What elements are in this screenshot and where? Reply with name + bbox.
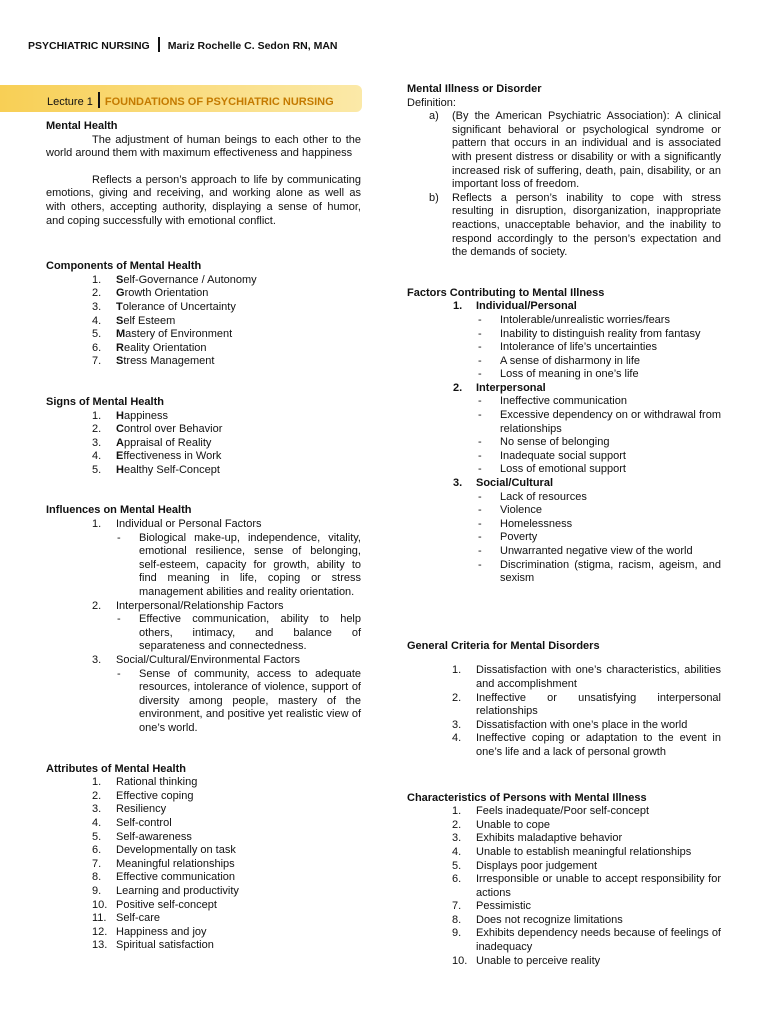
item-number: 1. [92,409,102,422]
item-number: 7. [92,355,102,368]
item-text: ealthy Self-Concept [123,463,220,476]
item-marker: b) [429,191,439,204]
acronym-letter: C [116,423,124,436]
list-item [46,844,361,858]
list-item [46,423,361,437]
item-text: appiness [123,409,168,422]
acronym-letter: T [116,300,123,313]
item-text: Ineffective or unsatisfying interpersonal relationships [476,691,721,718]
list-item [46,776,361,790]
lecture-heading [47,92,334,110]
item-text: Ineffective coping or adaptation to the event in one’s life and a lack of personal growth [476,732,721,758]
list-item [46,450,361,464]
list-item [46,287,361,301]
list-item [407,692,721,719]
item-number: 1. [92,518,102,531]
list-item [407,914,721,928]
attributes-list [46,776,361,953]
sub-item: - Effective communication, ability to help others, intimacy, and balance of separateness and connectedness. [46,613,361,654]
list-item [46,858,361,872]
factor-item: - Intolerance of life’s uncertainties [407,341,721,355]
factor-item: - Lack of resources [407,491,721,505]
list-item [46,899,361,913]
item-number: 7. [452,900,462,913]
signs-section [46,396,361,478]
item-number: 1. [452,664,462,677]
factor-item: - No sense of belonging [407,436,721,450]
item-text: Exhibits dependency needs because of feelings of inadequacy [476,927,721,954]
acronym-letter: A [116,436,124,449]
section-heading: General Criteria for Mental Disorders [407,639,600,652]
factor-item: - Discrimination (stigma, racism, ageism, and sexism [407,559,721,586]
definition-list [407,110,721,260]
factor-group-label: Individual/Personal [476,300,577,313]
item-text: Effective communication [116,871,236,884]
item-number: 3. [452,832,462,845]
characteristics-list [407,805,721,968]
list-item [46,464,361,478]
item-text: Unable to establish meaningful relationships [476,845,692,858]
list-item [46,790,361,804]
lecture-label: Lecture 1 [47,96,93,108]
definition-item [407,110,721,192]
item-number: 5. [92,463,102,476]
factor-item: - Loss of meaning in one’s life [407,368,721,382]
section-heading: Mental Health [46,120,118,132]
acronym-letter: H [116,463,124,476]
acronym-letter: R [116,341,124,354]
item-text: Self-care [116,912,161,925]
item-number: 1. [92,776,102,789]
section-heading: Influences on Mental Health [46,504,192,517]
factor-items [407,314,721,382]
sub-list [46,532,361,600]
item-text: Spiritual satisfaction [116,939,214,952]
item-number: 9. [452,927,462,940]
item-text: olerance of Uncertainty [122,300,236,313]
item-number: 6. [92,341,102,354]
factors-list [407,300,721,585]
item-text: ffectiveness in Work [123,450,222,463]
item-label: Interpersonal/Relationship Factors [116,599,284,612]
list-item [407,664,721,691]
factor-group-heading [407,382,721,396]
item-number: 2. [92,599,102,612]
item-number: 10. [92,898,108,911]
item-number: 13. [92,939,108,952]
mental-illness-section [407,83,721,260]
factor-item: - Inadequate social support [407,450,721,464]
item-text: tress Management [123,355,215,368]
item-number: 2. [92,423,102,436]
factor-item: - A sense of disharmony in life [407,355,721,369]
item-text: Learning and productivity [116,884,239,897]
right-column [407,83,721,968]
list-item [407,732,721,759]
factor-items [407,395,721,477]
characteristics-section [407,792,721,969]
item-number: 7. [92,857,102,870]
definition-label: Definition: [407,96,456,109]
section-heading: Components of Mental Health [46,260,202,273]
header-divider [158,37,160,52]
item-text: Does not recognize limitations [476,913,623,926]
item-text: Irresponsible or unable to accept responsibility for actions [476,873,721,899]
list-item [46,410,361,424]
criteria-section [407,640,721,760]
item-text: Rational thinking [116,776,198,789]
factor-item: - Excessive dependency on or withdrawal from relationships [407,409,721,436]
list-item [407,846,721,860]
definition-paragraph: The adjustment of human beings to each other to the world around them with maximum effectiveness and happiness [46,133,361,160]
item-text: Pessimistic [476,900,532,913]
acronym-letter: E [116,450,124,463]
list-item [46,600,361,654]
factor-group-heading [407,477,721,491]
factor-item: - Ineffective communication [407,395,721,409]
factor-item: - Inability to distinguish reality from fantasy [407,328,721,342]
list-item [46,342,361,356]
item-number: 3. [452,718,462,731]
item-number: 10. [452,954,468,967]
acronym-letter: H [116,409,124,422]
item-number: 3. [92,803,102,816]
sub-list [46,613,361,654]
signs-list [46,410,361,478]
item-text: (By the American Psychiatric Association): A clinical significant behavioral or psychological syndrome or pattern that occurs in an individual and is associated with present distress or disability or with a significantly increased risk of suffering, death, pain, disability, or an important loss of freedom. [452,110,721,191]
item-text: Reflects a person’s inability to cope with stress resulting in disruption, disorganization, inappropriate reactions, unacceptable behavior, and the inability to respond accordingly to the person’s expectation and the demands of society. [452,191,721,259]
item-number: 5. [92,328,102,341]
factor-item: - Intolerable/unrealistic worries/fears [407,314,721,328]
list-item [407,819,721,833]
list-item [46,274,361,288]
factor-item: - Unwarranted negative view of the world [407,545,721,559]
item-text: Dissatisfaction with one’s place in the world [476,718,688,731]
description-paragraph: Reflects a person’s approach to life by communicating emotions, giving and receiving, and working alone as well as with others, accepting authority, displaying a sense of humor, and coping successfully with emotional conflict. [46,173,361,227]
list-item [407,927,721,954]
influences-section [46,504,361,735]
list-item [46,301,361,315]
influences-list [46,518,361,736]
course-title: PSYCHIATRIC NURSING [28,40,150,52]
item-text: Resiliency [116,803,167,816]
item-number: 1. [452,805,462,818]
acronym-letter: S [116,273,124,286]
list-item [46,885,361,899]
item-text: rowth Orientation [124,287,209,300]
factor-group-label: Social/Cultural [476,477,554,490]
item-text: ontrol over Behavior [123,423,223,436]
item-text: Displays poor judgement [476,859,598,872]
item-text: eality Orientation [123,341,207,354]
item-number: 6. [92,844,102,857]
section-heading: Characteristics of Persons with Mental Illness [407,791,647,804]
list-item [407,719,721,733]
item-text: Unable to cope [476,818,550,831]
item-number: 3. [453,477,463,490]
item-number: 9. [92,884,102,897]
factor-item: - Poverty [407,531,721,545]
item-number: 2. [452,691,462,704]
attributes-section [46,763,361,953]
criteria-list [407,664,721,759]
list-item [46,871,361,885]
list-item [46,803,361,817]
item-number: 5. [92,830,102,843]
factor-item: - Homelessness [407,518,721,532]
list-item [46,654,361,736]
item-text: elf Esteem [123,314,176,327]
factor-group-heading [407,300,721,314]
item-text: astery of Environment [125,328,233,341]
definition-item [407,192,721,260]
section-heading: Factors Contributing to Mental Illness [407,286,605,299]
list-item [407,955,721,969]
item-text: ppraisal of Reality [123,436,212,449]
sub-list [46,668,361,736]
acronym-letter: M [116,328,126,341]
item-number: 2. [92,789,102,802]
sub-item: - Biological make-up, independence, vitality, emotional resilience, sense of belonging, self-esteem, capacity for growth, ability to find meaning in life, coping or stress management abilities and reality orientation. [46,532,361,600]
item-text: Self-awareness [116,830,192,843]
item-number: 2. [452,818,462,831]
item-marker: a) [429,110,439,123]
item-number: 4. [92,816,102,829]
item-number: 2. [453,381,463,394]
components-list [46,274,361,369]
list-item [46,939,361,953]
mental-health-section [46,120,361,228]
left-column [46,120,361,953]
item-text: Unable to perceive reality [476,954,601,967]
item-number: 5. [452,859,462,872]
section-heading: Attributes of Mental Health [46,762,186,775]
acronym-letter: S [116,314,124,327]
item-text: Happiness and joy [116,925,207,938]
list-item [407,805,721,819]
item-number: 6. [452,873,462,886]
factor-items [407,491,721,586]
list-item [46,926,361,940]
item-number: 11. [92,912,107,925]
item-number: 2. [92,287,102,300]
list-item [46,437,361,451]
list-item [46,518,361,600]
item-number: 8. [452,913,462,926]
factor-item: - Violence [407,504,721,518]
section-heading: Signs of Mental Health [46,395,164,408]
item-number: 8. [92,871,102,884]
item-number: 12. [92,925,108,938]
list-item [46,328,361,342]
item-text: Positive self-concept [116,898,217,911]
acronym-letter: S [116,355,124,368]
item-number: 1. [453,300,463,313]
author-name: Mariz Rochelle C. Sedon RN, MAN [167,40,338,52]
item-text: Meaningful relationships [116,857,235,870]
list-item [407,873,721,900]
list-item [46,315,361,329]
lecture-divider [98,92,100,108]
factor-group-label: Interpersonal [476,381,546,394]
acronym-letter: G [116,287,125,300]
item-text: Self-control [116,816,172,829]
list-item [407,900,721,914]
item-number: 4. [92,314,102,327]
page-header [28,37,338,54]
list-item [407,832,721,846]
item-text: Effective coping [116,789,194,802]
factor-item: - Loss of emotional support [407,463,721,477]
item-number: 1. [92,273,102,286]
list-item [407,860,721,874]
item-label: Social/Cultural/Environmental Factors [116,654,301,666]
components-section [46,260,361,369]
item-number: 4. [452,732,462,745]
item-text: Feels inadequate/Poor self-concept [476,805,650,818]
list-item [46,355,361,369]
item-number: 4. [452,845,462,858]
item-number: 3. [92,300,102,313]
list-item [46,817,361,831]
item-number: 3. [92,654,102,666]
list-item [46,912,361,926]
list-item [46,831,361,845]
lecture-title: FOUNDATIONS OF PSYCHIATRIC NURSING [104,96,334,108]
section-heading: Mental Illness or Disorder [407,83,542,95]
factors-section [407,287,721,586]
item-text: Developmentally on task [116,844,236,857]
item-text: elf-Governance / Autonomy [123,273,257,286]
item-text: Dissatisfaction with one’s characteristics, abilities and accomplishment [476,664,721,690]
item-number: 4. [92,450,102,463]
item-label: Individual or Personal Factors [116,518,262,531]
sub-item: - Sense of community, access to adequate resources, intolerance of violence, support of diversity among people, mastery of the environment, and positive yet realistic view of one’s world. [46,668,361,736]
item-text: Exhibits maladaptive behavior [476,832,623,845]
item-number: 3. [92,436,102,449]
